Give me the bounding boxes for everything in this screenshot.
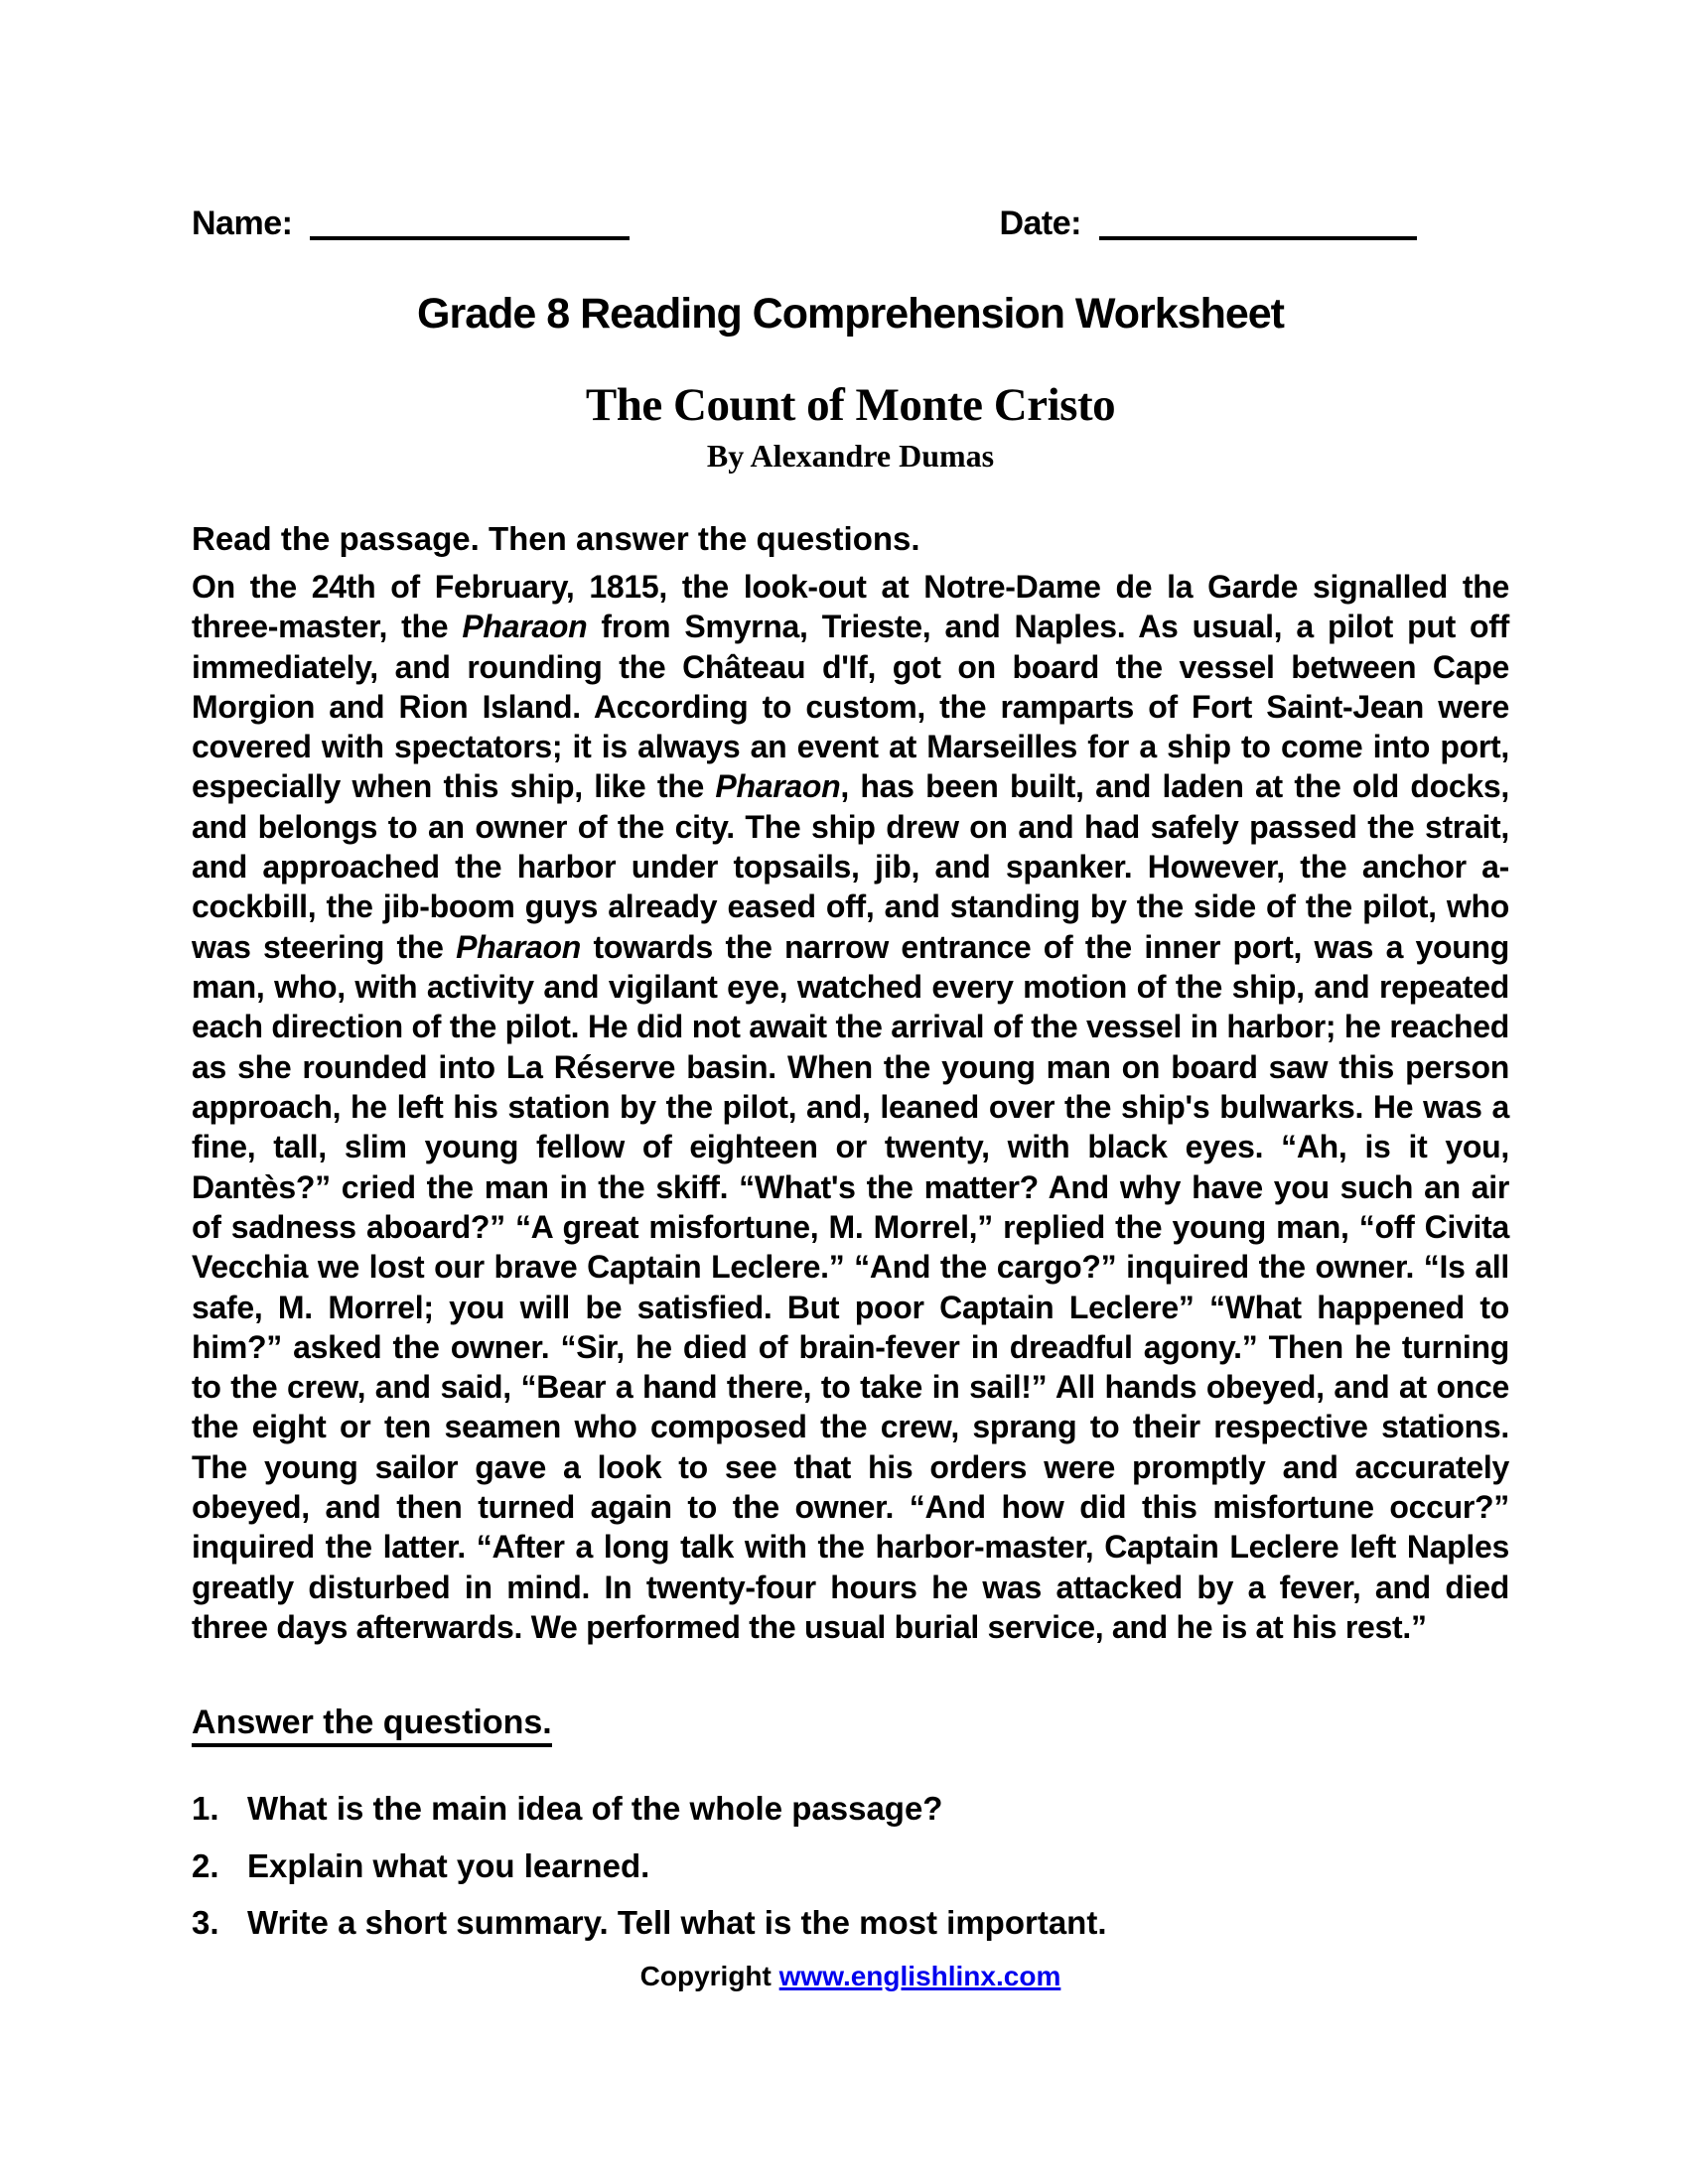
date-label: Date: — [999, 205, 1081, 242]
question-number: 1. — [192, 1790, 219, 1828]
read-instruction: Read the passage. Then answer the questions. — [192, 520, 920, 558]
question-item — [192, 1846, 1509, 1886]
name-blank-line — [310, 199, 630, 240]
worksheet-title: Grade 8 Reading Comprehension Worksheet — [417, 290, 1284, 338]
question-item — [192, 1903, 1509, 1943]
question-number: 3. — [192, 1904, 219, 1942]
answer-heading: Answer the questions. — [192, 1704, 552, 1747]
byline: By Alexandre Dumas — [706, 438, 995, 475]
copyright-text: Copyright — [639, 1960, 772, 1991]
question-text: What is the main idea of the whole passage? — [247, 1790, 943, 1828]
name-field — [192, 199, 630, 240]
date-blank-line — [1099, 199, 1417, 240]
answer-heading-row — [192, 1703, 1509, 1743]
question-text: Write a short summary. Tell what is the most important. — [247, 1904, 1107, 1942]
englishlinx-link[interactable]: www.englishlinx.com — [778, 1960, 1061, 1991]
header-row — [192, 195, 1509, 240]
passage-title: The Count of Monte Cristo — [585, 379, 1116, 432]
name-label: Name: — [192, 205, 293, 242]
date-field — [999, 199, 1417, 240]
question-text: Explain what you learned. — [247, 1846, 650, 1884]
question-item — [192, 1789, 1509, 1829]
questions-list — [192, 1789, 1509, 1943]
passage-text: On the 24th of February, 1815, the look-out at Notre-Dame de la Garde signalled the three-master, the Pharaon from Smyrna, Trieste, and Naples. As usual, a pilot put off immediately, and rounding the Château d'If, got on board the vessel between Cape Morgion and Rion Island. According to custom, the ramparts of Fort Saint-Jean were covered with spectators; it is always an event at Marseilles for a ship to come into port, especially when this ship, like the Pharaon, has been built, and laden at the old docks, and belongs to an owner of the city. The ship drew on and had safely passed the strait, and approached the harbor under topsails, jib, and spanker. However, the anchor a-cockbill, the jib-boom guys already eased off, and standing by the side of the pilot, who was steering the Pharaon towards the narrow entrance of the inner port, was a young man, who, with activity and vigilant eye, watched every motion of the ship, and repeated each direction of the pilot. He did not await the arrival of the vessel in harbor; he reached as she rounded into La Réserve basin. When the young man on board saw this person approach, he left his station by the pilot, and, leaned over the ship's bulwarks. He was a fine, tall, slim young fellow of eighteen or twenty, with black eyes. “Ah, is it you, Dantès?” cried the man in the skiff. “What's the matter? And why have you such an air of sadness aboard?” “A great misfortune, M. Morrel,” replied the young man, “off Civita Vecchia we lost our brave Captain Leclere.” “And the cargo?” inquired the owner. “Is all safe, M. Morrel; you will be satisfied. But poor Captain Leclere” “What happened to him?” asked the owner. “Sir, he died of brain-fever in dreadful agony.” Then he turning to the crew, and said, “Bear a hand there, to take in sail!” All hands obeyed, and at once the eight or ten seamen who composed the crew, sprang to their respective stations. The young sailor gave a look to see that his orders were promptly and accurately obeyed, and then turned again to the owner. “And how did this misfortune occur?” inquired the latter. “After a long talk with the harbor-master, Captain Leclere left Naples greatly disturbed in mind. In twenty-four hours he was attacked by a fever, and died three days afterwards. We performed the usual burial service, and he is at his rest.” — [192, 568, 1509, 1646]
question-number: 2. — [192, 1846, 219, 1884]
copyright-row — [192, 1961, 1509, 1992]
